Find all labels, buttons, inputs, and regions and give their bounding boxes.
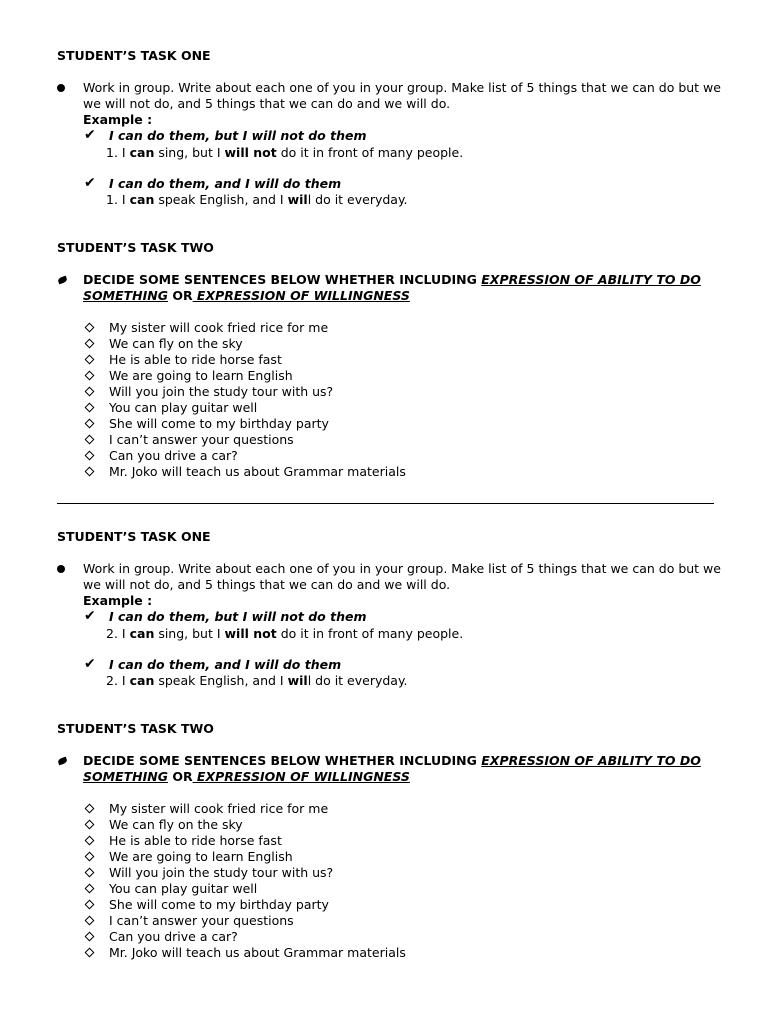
keyword-can: can [129, 673, 155, 688]
list-item: Will you join the study tour with us? [109, 865, 334, 880]
sentence-part: speak English, and I [154, 192, 288, 207]
task-one-heading: STUDENT’S TASK ONE [57, 48, 211, 63]
checkmark-icon: ✔ [84, 656, 96, 672]
sentence-part: sing, but I [154, 145, 225, 160]
sentence-part: I [121, 673, 130, 688]
list-item: Mr. Joko will teach us about Grammar materials [109, 945, 406, 960]
instruction-text: DECIDE SOME SENTENCES BELOW WHETHER INCLUDING [83, 753, 482, 768]
diamond-bullet-icon [85, 932, 95, 942]
sentence-part: I [121, 192, 130, 207]
diamond-bullet-icon [85, 820, 95, 830]
task-two-heading: STUDENT’S TASK TWO [57, 721, 214, 736]
task-two-instruction-line1 [83, 272, 701, 288]
list-item: Can you drive a car? [109, 448, 238, 463]
diamond-bullet-icon [85, 339, 95, 349]
list-item: My sister will cook fried rice for me [109, 801, 329, 816]
list-number: 1. [106, 192, 118, 207]
sentence-part: speak English, and I [154, 673, 288, 688]
example-case2-sentence [106, 673, 408, 689]
instruction-emphasis: SOMETHING [83, 288, 168, 303]
instruction-emphasis: EXPRESSION OF WILLINGNESS [192, 769, 410, 784]
task-two-heading: STUDENT’S TASK TWO [57, 240, 214, 255]
instruction-emphasis: SOMETHING [83, 769, 168, 784]
task-two-instruction-line2 [83, 288, 410, 304]
list-item: She will come to my birthday party [109, 416, 329, 431]
keyword-can: can [129, 145, 155, 160]
diamond-bullet-icon [85, 836, 95, 846]
leaf-bullet-icon [57, 757, 68, 766]
keyword-will: wil [287, 673, 308, 688]
diamond-bullet-icon [85, 323, 95, 333]
sentence-part: do it in front of many people. [276, 145, 464, 160]
task-two-instruction-line2 [83, 769, 410, 785]
keyword-will: wil [287, 192, 308, 207]
list-item: Mr. Joko will teach us about Grammar materials [109, 464, 406, 479]
list-item: He is able to ride horse fast [109, 352, 282, 367]
list-number: 1. [106, 145, 118, 160]
leaf-bullet-icon [57, 276, 68, 285]
list-item: Can you drive a car? [109, 929, 238, 944]
task-one-instruction-line1: Work in group. Write about each one of you in your group. Make list of 5 things that we can do but we [83, 561, 721, 576]
task-one-instruction-line1: Work in group. Write about each one of you in your group. Make list of 5 things that we can do but we [83, 80, 721, 95]
example-case2-title: I can do them, and I will do them [109, 176, 342, 191]
list-item: We can fly on the sky [109, 817, 243, 832]
task-two-instruction-line1 [83, 753, 701, 769]
diamond-bullet-icon [85, 804, 95, 814]
instruction-text: OR [167, 769, 193, 784]
sentence-part: I [121, 626, 130, 641]
bullet-dot-icon [57, 565, 65, 573]
list-number: 2. [106, 626, 118, 641]
section-divider [57, 503, 714, 504]
example-case2-title: I can do them, and I will do them [109, 657, 342, 672]
list-item: She will come to my birthday party [109, 897, 329, 912]
sentence-part: sing, but I [154, 626, 225, 641]
keyword-can: can [129, 626, 155, 641]
bullet-dot-icon [57, 84, 65, 92]
diamond-bullet-icon [85, 900, 95, 910]
example-case1-sentence [106, 145, 463, 161]
list-item: He is able to ride horse fast [109, 833, 282, 848]
example-case1-title: I can do them, but I will not do them [109, 609, 367, 624]
list-item: Will you join the study tour with us? [109, 384, 334, 399]
checkmark-icon: ✔ [84, 608, 96, 624]
diamond-bullet-icon [85, 916, 95, 926]
list-item: We can fly on the sky [109, 336, 243, 351]
diamond-bullet-icon [85, 467, 95, 477]
instruction-emphasis: EXPRESSION OF WILLINGNESS [192, 288, 410, 303]
list-item: My sister will cook fried rice for me [109, 320, 329, 335]
example-case1-sentence [106, 626, 463, 642]
task-one-instruction-line2: we will not do, and 5 things that we can do and we will do. [83, 577, 451, 592]
checkmark-icon: ✔ [84, 175, 96, 191]
checkmark-icon: ✔ [84, 127, 96, 143]
diamond-bullet-icon [85, 451, 95, 461]
sentence-part: l do it everyday. [307, 192, 408, 207]
list-item: You can play guitar well [109, 881, 258, 896]
diamond-bullet-icon [85, 387, 95, 397]
list-number: 2. [106, 673, 118, 688]
diamond-bullet-icon [85, 948, 95, 958]
list-item: I can’t answer your questions [109, 432, 294, 447]
diamond-bullet-icon [85, 355, 95, 365]
list-item: We are going to learn English [109, 849, 293, 864]
keyword-will-not: will not [224, 145, 277, 160]
diamond-bullet-icon [85, 884, 95, 894]
example-label: Example : [83, 112, 153, 127]
task-one-heading: STUDENT’S TASK ONE [57, 529, 211, 544]
list-item: We are going to learn English [109, 368, 293, 383]
diamond-bullet-icon [85, 371, 95, 381]
instruction-emphasis: EXPRESSION OF ABILITY TO DO [481, 753, 701, 768]
diamond-bullet-icon [85, 852, 95, 862]
instruction-emphasis: EXPRESSION OF ABILITY TO DO [481, 272, 701, 287]
instruction-text: OR [167, 288, 193, 303]
list-item: You can play guitar well [109, 400, 258, 415]
keyword-can: can [129, 192, 155, 207]
sentence-part: l do it everyday. [307, 673, 408, 688]
keyword-will-not: will not [224, 626, 277, 641]
diamond-bullet-icon [85, 868, 95, 878]
sentence-part: I [121, 145, 130, 160]
instruction-text: DECIDE SOME SENTENCES BELOW WHETHER INCLUDING [83, 272, 482, 287]
example-case2-sentence [106, 192, 408, 208]
diamond-bullet-icon [85, 403, 95, 413]
example-case1-title: I can do them, but I will not do them [109, 128, 367, 143]
diamond-bullet-icon [85, 435, 95, 445]
task-one-instruction-line2: we will not do, and 5 things that we can do and we will do. [83, 96, 451, 111]
sentence-part: do it in front of many people. [276, 626, 464, 641]
example-label: Example : [83, 593, 153, 608]
diamond-bullet-icon [85, 419, 95, 429]
list-item: I can’t answer your questions [109, 913, 294, 928]
